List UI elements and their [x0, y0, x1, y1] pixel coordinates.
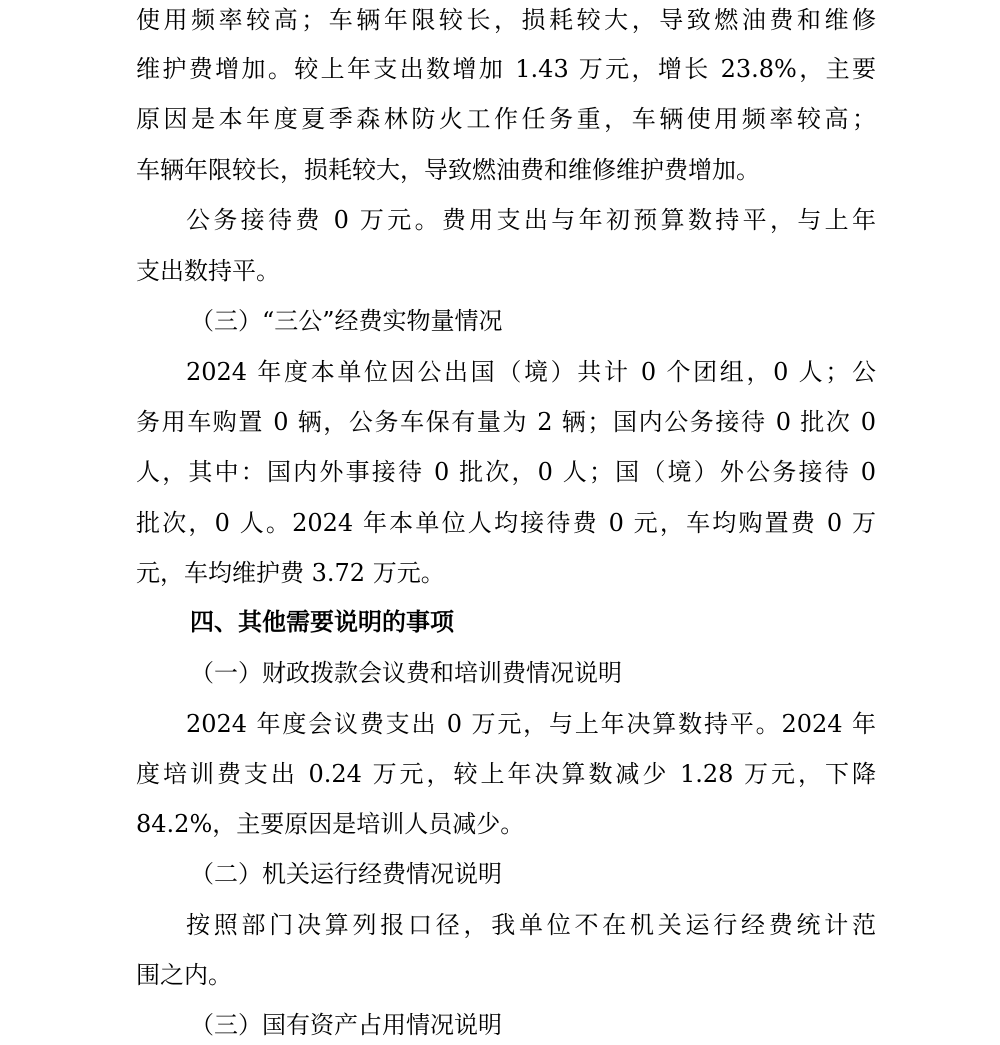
- section-heading: 四、其他需要说明的事项: [190, 607, 454, 636]
- paragraph-line: 按照部门决算列报口径，我单位不在机关运行经费统计范: [186, 911, 876, 939]
- paragraph-line: 维护费增加。较上年支出数增加 1.43 万元，增长 23.8%，主要: [136, 55, 876, 83]
- paragraph-line: 支出数持平。: [136, 257, 280, 285]
- paragraph-line: 2024 年度会议费支出 0 万元，与上年决算数持平。2024 年: [186, 710, 876, 738]
- paragraph-line: 围之内。: [136, 961, 232, 989]
- paragraph-line: 批次，0 人。2024 年本单位人均接待费 0 元，车均购置费 0 万: [136, 509, 876, 537]
- section-subheading: （二）机关运行经费情况说明: [190, 860, 502, 888]
- paragraph-line: 务用车购置 0 辆，公务车保有量为 2 辆；国内公务接待 0 批次 0: [136, 408, 876, 436]
- section-subheading: （三）“三公”经费实物量情况: [190, 307, 503, 335]
- paragraph-line: 公务接待费 0 万元。费用支出与年初预算数持平，与上年: [186, 206, 876, 234]
- section-subheading: （三）国有资产占用情况说明: [190, 1011, 502, 1039]
- paragraph-line: 原因是本年度夏季森林防火工作任务重，车辆使用频率较高；: [136, 105, 876, 133]
- section-subheading: （一）财政拨款会议费和培训费情况说明: [190, 659, 622, 687]
- paragraph-line: 度培训费支出 0.24 万元，较上年决算数减少 1.28 万元，下降: [136, 760, 876, 788]
- paragraph-line: 使用频率较高；车辆年限较长，损耗较大，导致燃油费和维修: [136, 6, 876, 34]
- paragraph-line: 元，车均维护费 3.72 万元。: [136, 559, 445, 587]
- paragraph-line: 2024 年度本单位因公出国（境）共计 0 个团组，0 人；公: [186, 358, 876, 386]
- paragraph-line: 车辆年限较长，损耗较大，导致燃油费和维修维护费增加。: [136, 156, 760, 184]
- paragraph-line: 84.2%，主要原因是培训人员减少。: [136, 810, 525, 838]
- paragraph-line: 人，其中：国内外事接待 0 批次，0 人；国（境）外公务接待 0: [136, 458, 876, 486]
